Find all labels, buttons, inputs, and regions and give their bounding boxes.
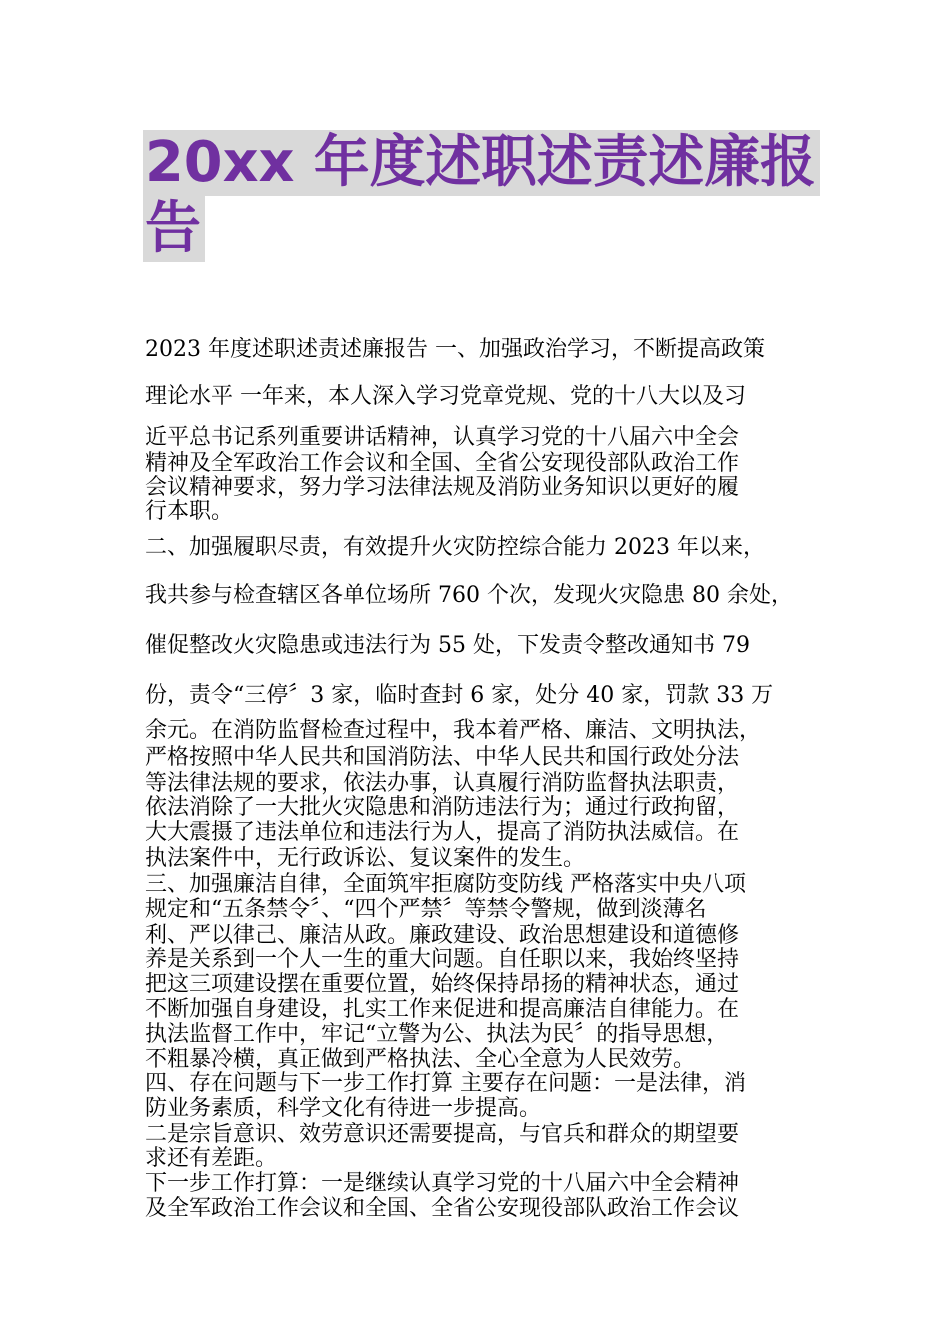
body-line: 大大震摄了违法单位和违法行为人，提高了消防执法威信。在 <box>145 820 740 845</box>
body-line: 执法监督工作中，牢记“立警为公、执法为民〞的指导思想， <box>145 1022 729 1047</box>
body-line: 求还有差距。 <box>145 1146 278 1171</box>
document-title-line-2: 告 <box>143 196 205 262</box>
body-line: 防业务素质，科学文化有待进一步提高。 <box>145 1096 542 1121</box>
body-line: 2023 年度述职述责述廉报告 一、加强政治学习，不断提高政策 <box>145 337 765 362</box>
body-line: 不粗暴冷横，真正做到严格执法、全心全意为人民效劳。 <box>145 1047 696 1072</box>
body-line: 等法律法规的要求，依法办事，认真履行消防监督执法职责， <box>145 771 740 796</box>
body-line: 利、严以律己、廉洁从政。廉政建设、政治思想建设和道德修 <box>145 923 740 948</box>
body-line: 理论水平 一年来，本人深入学习党章党规、党的十八大以及习 <box>145 384 746 409</box>
body-line: 养是关系到一个人一生的重大问题。自任职以来，我始终坚持 <box>145 947 740 972</box>
document-title-line-1: 20xx 年度述职述责述廉报 <box>143 130 820 196</box>
body-line: 行本职。 <box>145 499 234 524</box>
body-line: 及全军政治工作会议和全国、全省公安现役部队政治工作会议 <box>145 1196 740 1221</box>
body-line: 严格按照中华人民共和国消防法、中华人民共和国行政处分法 <box>145 745 740 770</box>
body-line: 依法消除了一大批火灾隐患和消防违法行为；通过行政拘留， <box>145 795 740 820</box>
body-line: 精神及全军政治工作会议和全国、全省公安现役部队政治工作 <box>145 451 740 476</box>
body-line: 四、存在问题与下一步工作打算 主要存在问题：一是法律，消 <box>145 1071 746 1096</box>
body-line: 把这三项建设摆在重要位置，始终保持昂扬的精神状态，通过 <box>145 972 740 997</box>
body-line: 规定和“五条禁令〞、“四个严禁〞等禁令警规，做到淡薄名 <box>145 897 707 922</box>
body-line: 余元。在消防监督检查过程中，我本着严格、廉洁、文明执法， <box>145 718 762 743</box>
body-line: 我共参与检查辖区各单位场所 760 个次，发现火灾隐患 80 余处， <box>145 583 793 608</box>
body-line: 催促整改火灾隐患或违法行为 55 处，下发责令整改通知书 79 <box>145 633 750 658</box>
body-line: 二是宗旨意识、效劳意识还需要提高，与官兵和群众的期望要 <box>145 1122 740 1147</box>
body-line: 会议精神要求，努力学习法律法规及消防业务知识以更好的履 <box>145 475 740 500</box>
body-line: 下一步工作打算：一是继续认真学习党的十八届六中全会精神 <box>145 1171 740 1196</box>
body-line: 份，责令“三停〞3 家，临时查封 6 家，处分 40 家，罚款 33 万 <box>145 683 774 708</box>
body-line: 不断加强自身建设，扎实工作来促进和提高廉洁自律能力。在 <box>145 997 740 1022</box>
body-line: 二、加强履职尽责，有效提升火灾防控综合能力 2023 年以来， <box>145 535 765 560</box>
body-line: 近平总书记系列重要讲话精神，认真学习党的十八届六中全会 <box>145 425 740 450</box>
body-line: 三、加强廉洁自律，全面筑牢拒腐防变防线 严格落实中央八项 <box>145 872 746 897</box>
body-line: 执法案件中，无行政诉讼、复议案件的发生。 <box>145 846 586 871</box>
